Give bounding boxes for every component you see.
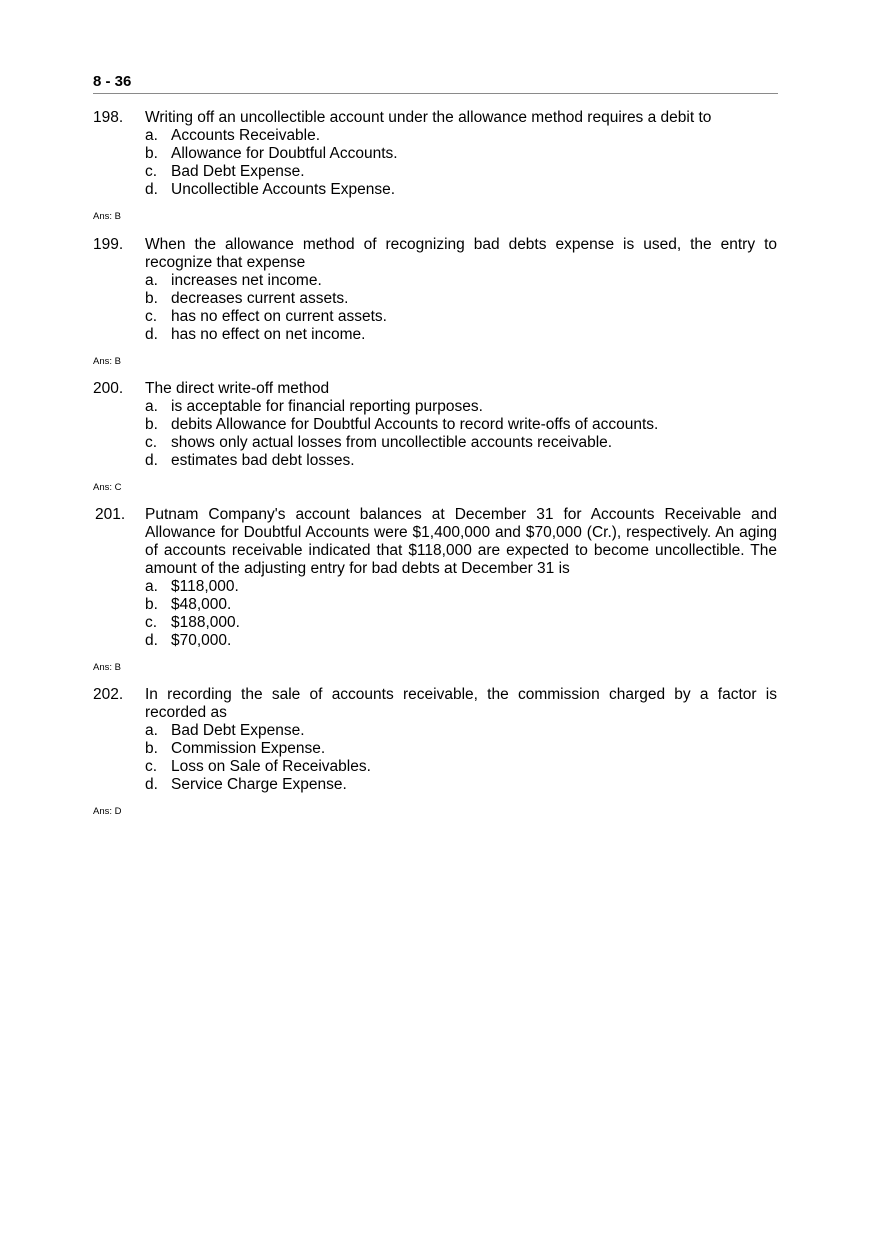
option-list	[145, 272, 777, 344]
question-text: In recording the sale of accounts receivable, the commission charged by a factor is recorded as	[145, 686, 777, 721]
option-text: shows only actual losses from uncollectible accounts receivable.	[171, 434, 613, 451]
option-a	[145, 578, 777, 596]
answer-key: Ans: B	[93, 211, 121, 222]
option-text: increases net income.	[171, 272, 322, 289]
option-letter: c.	[145, 434, 158, 451]
option-letter: b.	[145, 740, 158, 757]
option-text: decreases current assets.	[171, 290, 349, 307]
option-a	[145, 272, 777, 290]
option-text: debits Allowance for Doubtful Accounts to record write-offs of accounts.	[171, 416, 659, 433]
option-text: Accounts Receivable.	[171, 127, 321, 144]
question-number: 202.	[93, 686, 124, 703]
option-text: Service Charge Expense.	[171, 776, 347, 793]
option-b	[145, 740, 777, 758]
option-c	[145, 163, 777, 181]
option-letter: a.	[145, 272, 158, 289]
option-letter: a.	[145, 578, 158, 595]
option-letter: d.	[145, 326, 158, 343]
option-a	[145, 127, 777, 145]
answer-key: Ans: D	[93, 806, 122, 817]
option-d	[145, 452, 777, 470]
question-text: Putnam Company's account balances at December 31 for Accounts Receivable and Allowance for Doubtful Accounts were $1,400,000 and $70,000 (Cr.), respectively. An aging of accounts receivable indicated that $118,000 are expected to become uncollectible. The amount of the adjusting entry for bad debts at December 31 is	[145, 506, 777, 577]
option-text: Allowance for Doubtful Accounts.	[171, 145, 398, 162]
option-a	[145, 722, 777, 740]
option-d	[145, 181, 777, 199]
option-letter: b.	[145, 145, 158, 162]
question-number: 201.	[95, 506, 126, 523]
option-text: Uncollectible Accounts Expense.	[171, 181, 396, 198]
option-text: has no effect on net income.	[171, 326, 366, 343]
option-letter: c.	[145, 308, 158, 325]
option-text: Bad Debt Expense.	[171, 722, 305, 739]
question-number: 198.	[93, 109, 124, 126]
option-text: Bad Debt Expense.	[171, 163, 305, 180]
option-text: Commission Expense.	[171, 740, 326, 757]
question-text: The direct write-off method	[145, 380, 330, 397]
option-letter: b.	[145, 290, 158, 307]
option-d	[145, 632, 777, 650]
option-b	[145, 145, 777, 163]
option-text: is acceptable for financial reporting purposes.	[171, 398, 483, 415]
option-letter: d.	[145, 776, 158, 793]
option-letter: b.	[145, 596, 158, 613]
question-number: 200.	[93, 380, 124, 397]
option-c	[145, 614, 777, 632]
option-letter: b.	[145, 416, 158, 433]
option-text: has no effect on current assets.	[171, 308, 387, 325]
option-text: $70,000.	[171, 632, 232, 649]
question-number: 199.	[93, 236, 124, 253]
answer-key: Ans: B	[93, 356, 121, 367]
option-list	[145, 578, 777, 650]
option-letter: c.	[145, 163, 158, 180]
option-text: $118,000.	[171, 578, 239, 595]
option-letter: a.	[145, 722, 158, 739]
option-letter: d.	[145, 452, 158, 469]
option-text: $48,000.	[171, 596, 232, 613]
option-c	[145, 308, 777, 326]
answer-key: Ans: B	[93, 662, 121, 673]
option-a	[145, 398, 777, 416]
option-c	[145, 758, 777, 776]
page-header	[93, 72, 778, 94]
option-c	[145, 434, 777, 452]
option-letter: c.	[145, 614, 158, 631]
option-letter: d.	[145, 632, 158, 649]
option-b	[145, 290, 777, 308]
option-d	[145, 326, 777, 344]
option-d	[145, 776, 777, 794]
option-b	[145, 596, 777, 614]
option-text: Loss on Sale of Receivables.	[171, 758, 371, 775]
option-text: estimates bad debt losses.	[171, 452, 355, 469]
page-number: 8 - 36	[93, 73, 132, 90]
option-letter: d.	[145, 181, 158, 198]
question-text: Writing off an uncollectible account under the allowance method requires a debit to	[145, 109, 712, 126]
option-list	[145, 127, 777, 199]
question-text: When the allowance method of recognizing bad debts expense is used, the entry to recognize that expense	[145, 236, 777, 271]
option-letter: a.	[145, 398, 158, 415]
answer-key: Ans: C	[93, 482, 122, 493]
option-list	[145, 722, 777, 794]
option-text: $188,000.	[171, 614, 240, 631]
option-letter: c.	[145, 758, 158, 775]
option-b	[145, 416, 777, 434]
option-letter: a.	[145, 127, 158, 144]
option-list	[145, 398, 777, 470]
